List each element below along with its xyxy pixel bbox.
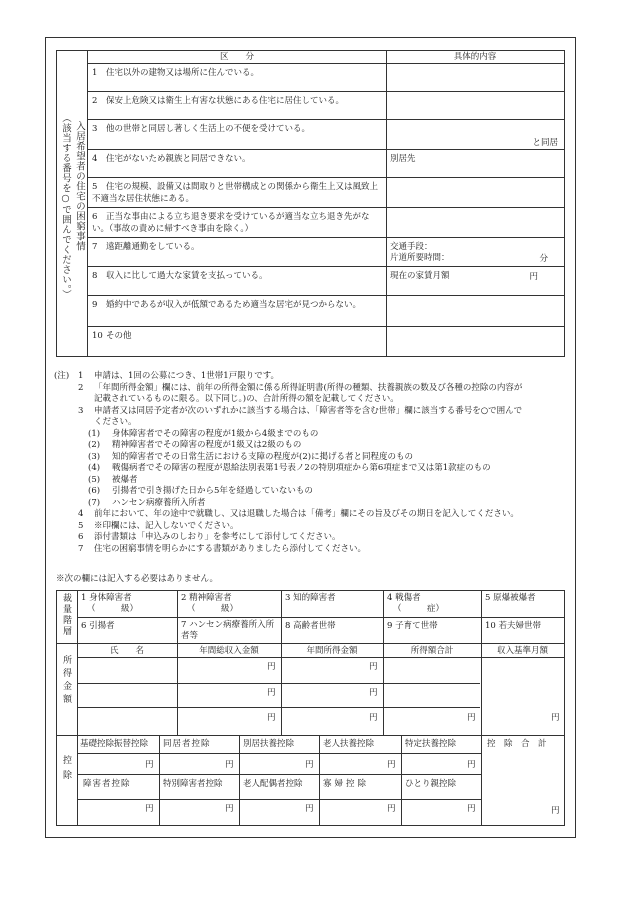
deduction-elderly: 老人扶養控除 bbox=[323, 739, 375, 749]
discretion-item[interactable]: 5 原爆被爆者 bbox=[485, 593, 536, 603]
note-num: 1 bbox=[78, 371, 84, 381]
yen-unit: 円 bbox=[467, 804, 476, 814]
yen-unit: 円 bbox=[225, 760, 234, 770]
condition-row-4[interactable] bbox=[88, 150, 565, 178]
discretion-grade: （ 級） bbox=[87, 604, 139, 614]
discretion-item[interactable]: 9 子育て世帯 bbox=[387, 621, 438, 631]
sub-note-text: 被爆者 bbox=[112, 475, 138, 485]
hardship-side-label bbox=[56, 50, 88, 357]
discretion-item[interactable]: 2 精神障害者 bbox=[181, 593, 232, 603]
condition-row-8[interactable] bbox=[88, 267, 565, 296]
condition-text: 住宅がないため親族と同居できない。 bbox=[106, 154, 251, 164]
discretion-item[interactable]: 7 ハンセン病療養所入所者等 bbox=[181, 620, 275, 641]
yen-unit: 円 bbox=[369, 662, 378, 672]
condition-row-7[interactable] bbox=[88, 238, 565, 267]
condition-num: 4 bbox=[92, 154, 98, 164]
note-text: 申請者又は同居予定者が次のいずれかに該当する場合は、「障害者等を含む世帯」欄に該当する番号を○で囲んで bbox=[94, 406, 523, 416]
note-text: 「年間所得金額」欄には、前年の所得金額に係る所得証明書(所得の種類、扶養親族の数及び各種の控除の内容が bbox=[94, 383, 523, 393]
note-text: 添付書類は「申込みのしおり」を参考にして添付してください。 bbox=[94, 532, 341, 542]
condition-row-6[interactable] bbox=[88, 208, 565, 238]
deduction-elderly-spouse: 老人配偶者控除 bbox=[243, 779, 303, 789]
note-text: 住宅の困窮事情を明らかにする書類がありましたら添付してください。 bbox=[94, 544, 367, 554]
condition-row-5[interactable] bbox=[88, 178, 565, 208]
condition-num: 7 bbox=[92, 242, 98, 252]
income-header-total: 所得額合計 bbox=[410, 646, 454, 656]
discretion-item[interactable]: 4 戦傷者 bbox=[387, 593, 421, 603]
discretion-item[interactable]: 3 知的障害者 bbox=[285, 593, 336, 603]
condition-text: 住宅以外の建物又は場所に住んでいる。 bbox=[106, 68, 260, 78]
office-use-table bbox=[56, 590, 565, 826]
separate-residence-label: 別居先 bbox=[390, 154, 416, 164]
income-header-income: 年間所得金額 bbox=[306, 646, 358, 656]
commute-time-label: 片道所要時間： bbox=[390, 253, 450, 263]
discretion-item[interactable]: 1 身体障害者 bbox=[81, 593, 132, 603]
header-detail: 具体的内容 bbox=[386, 50, 565, 64]
note-num: 3 bbox=[78, 406, 84, 416]
yen-unit: 円 bbox=[467, 713, 476, 723]
discretion-grade: （ 級） bbox=[187, 604, 239, 614]
note-num: 5 bbox=[78, 521, 84, 531]
condition-text: 収入に比して過大な家賃を支払っている。 bbox=[106, 271, 268, 281]
condition-num: 6 bbox=[92, 212, 98, 222]
sub-note-num: (2) bbox=[88, 440, 101, 450]
condition-num: 1 bbox=[92, 68, 98, 78]
yen-unit: 円 bbox=[551, 806, 560, 816]
side-label-line2: （該当する番号を○で囲んでください。） bbox=[60, 113, 71, 300]
discretion-item[interactable]: 10 若夫婦世帯 bbox=[485, 621, 542, 631]
yen-unit: 円 bbox=[225, 804, 234, 814]
condition-row-3[interactable] bbox=[88, 120, 565, 150]
deduction-cohabitant: 同居者控除 bbox=[163, 739, 211, 749]
note-num: 7 bbox=[78, 544, 84, 554]
income-header-monthly: 収入基準月額 bbox=[496, 646, 548, 656]
deduction-single-parent: ひとり親控除 bbox=[405, 779, 457, 789]
commute-minutes-unit: 分 bbox=[539, 254, 548, 264]
condition-text: 婚約中であるが収入が低額であるため適当な居宅が見つからない。 bbox=[106, 300, 362, 310]
yen-unit: 円 bbox=[145, 760, 154, 770]
side-label-line1: 入居希望者の住宅の困窮事情 bbox=[74, 121, 85, 251]
bottom-notice: ※次の欄には記入する必要はありません。 bbox=[56, 574, 219, 584]
deduction-basic: 基礎控除振替控除 bbox=[80, 739, 149, 749]
rent-yen-unit: 円 bbox=[529, 272, 538, 282]
cohabit-suffix: と同居 bbox=[532, 138, 558, 148]
condition-row-1[interactable] bbox=[88, 64, 565, 92]
discretion-grade: （ 症） bbox=[393, 604, 445, 614]
sub-note-text: ハンセン病療養所入所者 bbox=[112, 498, 206, 508]
yen-unit: 円 bbox=[387, 804, 396, 814]
yen-unit: 円 bbox=[387, 760, 396, 770]
commute-means-label: 交通手段： bbox=[390, 242, 433, 252]
note-text: 記載されているものに限る。以下同じ。)の、合計所得の額を記載してください。 bbox=[94, 394, 399, 404]
sub-note-num: (6) bbox=[88, 486, 101, 496]
condition-text: その他 bbox=[106, 331, 132, 341]
note-text: 前年において、年の途中で就職し、又は退職した場合は「備考」欄にその旨及びその期日を記入してください。 bbox=[94, 509, 519, 519]
condition-text: 遠距離通勤をしている。 bbox=[106, 242, 200, 252]
note-num: 6 bbox=[78, 532, 84, 542]
deductions-label: 控除 bbox=[61, 755, 71, 785]
condition-num: 5 bbox=[92, 182, 98, 192]
header-category: 区 分 bbox=[88, 50, 387, 64]
condition-text: 保安上危険又は衛生上有害な状態にある住宅に居住している。 bbox=[106, 96, 345, 106]
note-num: 4 bbox=[78, 509, 84, 519]
note-text: 申請は、1回の公募につき、1世帯1戸限りです。 bbox=[94, 371, 280, 381]
condition-num: 2 bbox=[92, 96, 98, 106]
notes-prefix: (注) bbox=[54, 371, 70, 381]
deduction-widow: 寡婦控除 bbox=[323, 779, 370, 789]
sub-note-num: (7) bbox=[88, 498, 101, 508]
sub-note-text: 知的障害者でその日常生活における支障の程度が(2)に掲げる者と同程度のもの bbox=[112, 452, 414, 462]
yen-unit: 円 bbox=[305, 804, 314, 814]
condition-row-2[interactable] bbox=[88, 92, 565, 120]
deduction-special-disabled: 特別障害者控除 bbox=[163, 779, 223, 789]
condition-num: 10 bbox=[92, 331, 103, 341]
sub-note-text: 身体障害者でその障害の程度が1級から4級までのもの bbox=[112, 429, 319, 439]
sub-note-text: 戦傷病者でその障害の程度が恩給法別表第1号表ノ2の特別項症から第6項症まで又は第1款症のもの bbox=[112, 463, 491, 473]
sub-note-num: (3) bbox=[88, 452, 101, 462]
sub-note-num: (5) bbox=[88, 475, 101, 485]
income-label: 所得金額 bbox=[61, 655, 71, 707]
sub-note-text: 精神障害者でその障害の程度が1級又は2級のもの bbox=[112, 440, 302, 450]
rent-label: 現在の家賃月額 bbox=[390, 271, 450, 281]
yen-unit: 円 bbox=[267, 688, 276, 698]
sub-note-text: 引揚者で引き揚げた日から5年を経過していないもの bbox=[112, 486, 313, 496]
discretion-label: 裁量階層 bbox=[61, 593, 71, 637]
note-text: ※印欄には、記入しないでください。 bbox=[94, 521, 239, 531]
condition-num: 9 bbox=[92, 300, 98, 310]
condition-text: 正当な事由による立ち退き要求を受けているが適当な立ち退き先がない。（事故の責めに帰すべき事由を除く。） bbox=[92, 212, 370, 234]
yen-unit: 円 bbox=[467, 760, 476, 770]
income-header-name: 氏 名 bbox=[109, 646, 144, 656]
condition-text: 他の世帯と同居し著しく生活上の不便を受けている。 bbox=[106, 124, 311, 134]
deduction-total-label: 控 除 合 計 bbox=[487, 739, 547, 749]
yen-unit: 円 bbox=[267, 662, 276, 672]
condition-row-10[interactable] bbox=[88, 327, 565, 357]
yen-unit: 円 bbox=[145, 804, 154, 814]
condition-text: 住宅の規模、設備又は間取りと世帯構成との関係から衛生上又は風致上不適当な居住状態にある。 bbox=[92, 182, 379, 204]
deduction-separate: 別居扶養控除 bbox=[243, 739, 295, 749]
yen-unit: 円 bbox=[369, 713, 378, 723]
sub-note-num: (4) bbox=[88, 463, 101, 473]
income-header-gross: 年間総収入金額 bbox=[199, 646, 259, 656]
discretion-item[interactable]: 8 高齢者世帯 bbox=[285, 621, 336, 631]
yen-unit: 円 bbox=[267, 713, 276, 723]
yen-unit: 円 bbox=[551, 713, 560, 723]
condition-num: 3 bbox=[92, 124, 98, 134]
hardship-table bbox=[56, 50, 565, 357]
condition-row-9[interactable] bbox=[88, 296, 565, 327]
discretion-item[interactable]: 6 引揚者 bbox=[81, 621, 115, 631]
yen-unit: 円 bbox=[369, 688, 378, 698]
deduction-disabled: 障害者控除 bbox=[83, 779, 131, 789]
deduction-specific: 特定扶養控除 bbox=[405, 739, 457, 749]
note-text: ください。 bbox=[94, 417, 137, 427]
note-num: 2 bbox=[78, 383, 84, 393]
yen-unit: 円 bbox=[305, 760, 314, 770]
sub-note-num: (1) bbox=[88, 429, 101, 439]
condition-num: 8 bbox=[92, 271, 98, 281]
